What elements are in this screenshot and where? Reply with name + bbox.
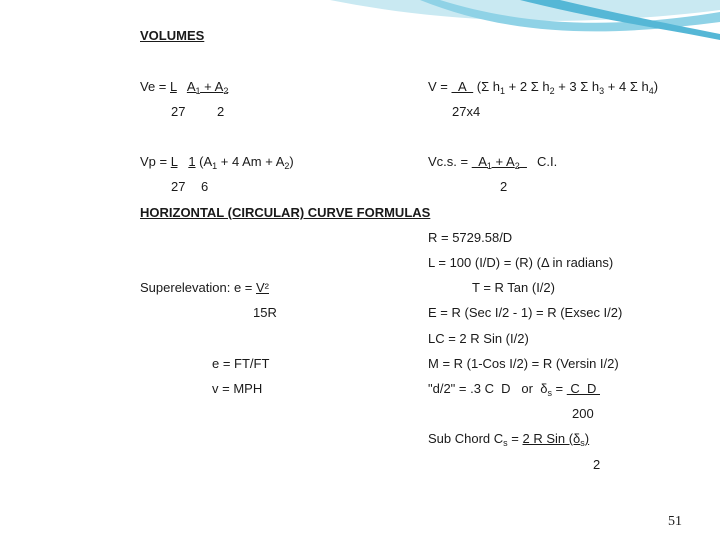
v-s2: 2 xyxy=(549,86,555,96)
d2-pre: "d/2" = .3 C D or δ xyxy=(428,381,548,396)
superelevation-denominator: 15R xyxy=(253,305,277,320)
ve-sub2: 2 xyxy=(223,86,229,96)
vp-s2: 2 xyxy=(284,161,290,171)
vcs-ci: C.I. xyxy=(536,154,558,169)
formula-LC: LC = 2 R Sin (I/2) xyxy=(428,331,529,346)
v-denominator: 27x4 xyxy=(452,104,481,119)
vp-t2: + 4 Am + A xyxy=(217,154,285,169)
ve-denominator-27: 27 xyxy=(171,104,186,119)
v-A: A xyxy=(451,79,474,94)
subchord-eq: = xyxy=(507,431,523,446)
vcs-s1: 1 xyxy=(486,161,492,171)
vcs-A: A xyxy=(471,154,487,169)
v-definition: v = MPH xyxy=(212,381,263,396)
formula-L: L = 100 (I/D) = (R) (Δ in radians) xyxy=(428,255,614,270)
subchord-pre: Sub Chord C xyxy=(428,431,504,446)
d2-eq: = xyxy=(551,381,567,396)
d2-numerator: C D xyxy=(566,381,600,396)
v-lhs: V = xyxy=(428,79,452,94)
d2-denominator: 200 xyxy=(572,406,594,421)
vcs-t: + A xyxy=(491,154,515,169)
v-formula xyxy=(428,79,658,95)
superelevation-formula xyxy=(140,280,269,296)
subchord-numerator xyxy=(522,431,589,446)
v-t3: + 3 Σ h xyxy=(554,79,600,94)
page-number: 51 xyxy=(668,514,682,529)
v-s3: 3 xyxy=(599,86,605,96)
superelevation-numerator: V² xyxy=(256,280,269,295)
superelevation-label: Superelevation: e = xyxy=(140,280,256,295)
vp-t3: ) xyxy=(289,154,294,169)
ve-A: A xyxy=(186,79,196,94)
ve-sub1: 1 xyxy=(195,86,201,96)
formula-T: T = R Tan (I/2) xyxy=(472,280,555,295)
subchord-usub: s xyxy=(580,438,585,448)
volumes-heading: VOLUMES xyxy=(140,28,205,43)
ve-denominator-2: 2 xyxy=(217,104,225,119)
formula-R: R = 5729.58/D xyxy=(428,230,513,245)
ve-formula xyxy=(140,79,228,95)
vp-t1: (A xyxy=(195,154,213,169)
v-s1: 1 xyxy=(500,86,506,96)
vcs-s2: 2 xyxy=(514,161,520,171)
vp-formula xyxy=(140,154,294,170)
curve-formulas-heading: HORIZONTAL (CIRCULAR) CURVE FORMULAS xyxy=(140,205,431,220)
subchord-formula xyxy=(428,431,589,447)
formula-M: M = R (1-Cos I/2) = R (Versin I/2) xyxy=(428,356,619,371)
ve-L: L xyxy=(170,79,177,94)
vp-lhs: Vp = xyxy=(140,154,171,169)
vcs-lhs: Vc.s. = xyxy=(428,154,472,169)
vp-s1: 1 xyxy=(212,161,218,171)
v-t2: + 2 Σ h xyxy=(505,79,550,94)
ve-lhs: Ve = xyxy=(140,79,170,94)
v-t4: + 4 Σ h xyxy=(604,79,649,94)
ve-gap xyxy=(177,79,187,94)
ve-numerator xyxy=(187,79,228,94)
subchord-u2: ) xyxy=(584,431,590,446)
v-t5: ) xyxy=(653,79,659,94)
vcs-numerator xyxy=(472,154,527,169)
subchord-u1: 2 R Sin (δ xyxy=(522,431,581,446)
formula-d2 xyxy=(428,381,600,397)
ve-plus: + A xyxy=(200,79,224,94)
v-s4: 4 xyxy=(648,86,654,96)
formula-E: E = R (Sec I/2 - 1) = R (Exsec I/2) xyxy=(428,305,623,320)
vp-L: L xyxy=(170,154,178,169)
vcs-formula xyxy=(428,154,557,170)
vp-gap xyxy=(177,154,188,169)
v-t1: (Σ h xyxy=(473,79,501,94)
vp-denominator-6: 6 xyxy=(201,179,209,194)
e-definition: e = FT/FT xyxy=(212,356,270,371)
subchord-sub: s xyxy=(503,438,508,448)
vcs-denominator: 2 xyxy=(500,179,508,194)
vp-denominator-27: 27 xyxy=(171,179,186,194)
subchord-denominator: 2 xyxy=(593,457,601,472)
d2-sub: s xyxy=(547,388,552,398)
vp-one: 1 xyxy=(188,154,196,169)
